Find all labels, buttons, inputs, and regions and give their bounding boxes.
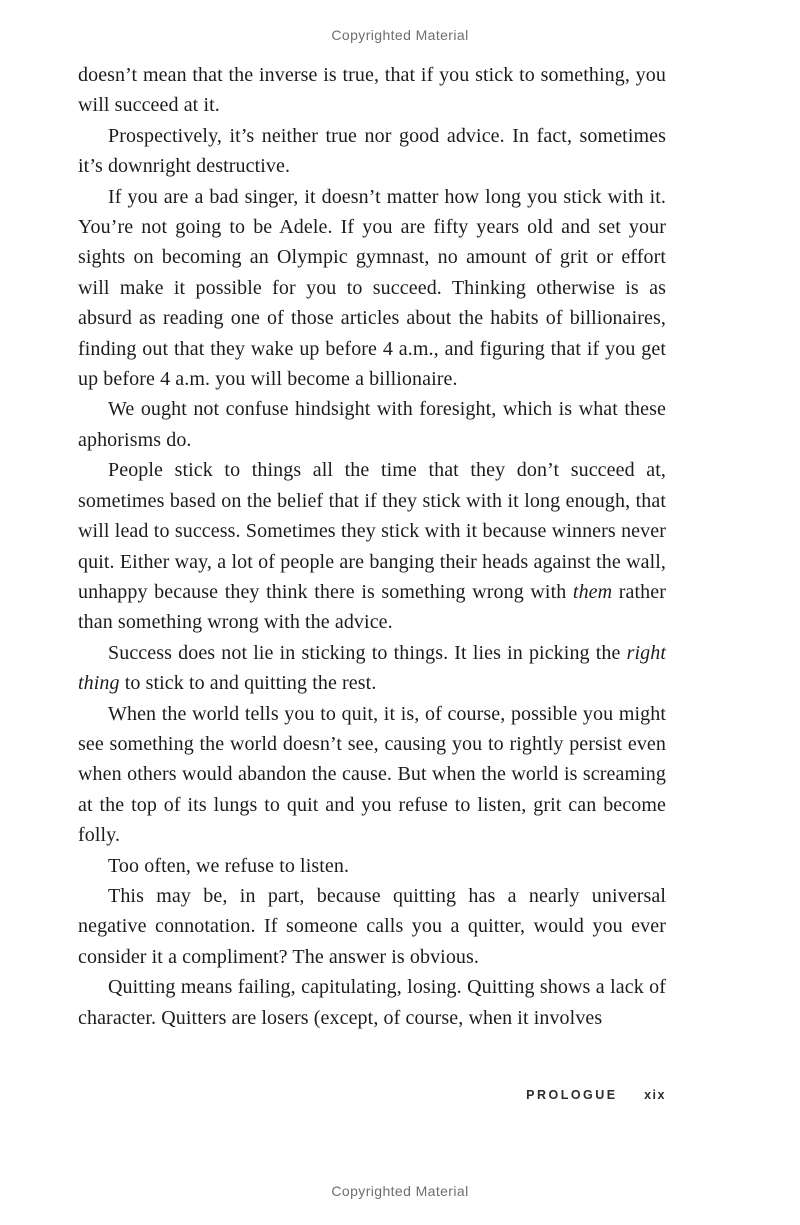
paragraph <box>78 394 666 455</box>
paragraph <box>78 60 666 121</box>
body-text: Quitting means failing, capitulating, losing. Quitting shows a lack of character. Quitters are losers (except, of course, when it involves <box>78 976 666 1029</box>
body-text: doesn’t mean that the inverse is true, that if you stick to something, you will succeed at it. <box>78 64 666 117</box>
paragraph <box>78 182 666 395</box>
body-text: If you are a bad singer, it doesn’t matter how long you stick with it. You’re not going to be Adele. If you are fifty years old and set your sights on becoming an Olympic gymnast, no amount of grit or effort will make it possible for you to succeed. Thinking otherwise is as absurd as reading one of those articles about the habits of billionaires, finding out that they wake up before 4 a.m., and figuring that if you get up before 4 a.m. you will become a billionaire. <box>78 185 666 391</box>
body-text: rather than something wrong with the advice. <box>78 580 666 634</box>
body-text: Too often, we refuse to listen. <box>108 854 350 877</box>
paragraph <box>78 455 666 637</box>
body-text: When the world tells you to quit, it is, of course, possible you might see something the world doesn’t see, causing you to rightly persist even when others would abandon the cause. But when the world is screaming at the top of its lungs to quit and you refuse to listen, grit can become folly. <box>78 702 666 847</box>
paragraph <box>78 699 666 851</box>
body-text: People stick to things all the time that they don’t succeed at, sometimes based on the belief that if they stick with it long enough, that will lead to success. Sometimes they stick with it because winners never quit. Either way, a lot of people are banging their heads against the wall, unhappy because they think there is something wrong with <box>78 459 666 603</box>
emphasized-text: them <box>572 580 613 603</box>
paragraph <box>78 851 666 881</box>
body-text: We ought not confuse hindsight with foresight, which is what these aphorisms do. <box>78 398 666 451</box>
running-footer <box>78 1086 666 1104</box>
paragraph <box>78 881 666 972</box>
copyright-notice-top: Copyrighted Material <box>331 27 469 43</box>
paragraph <box>78 972 666 1033</box>
emphasized-text: right thing <box>78 641 666 695</box>
footer-section-label: PROLOGUE <box>526 1088 618 1102</box>
body-text: Prospectively, it’s neither true nor good advice. In fact, sometimes it’s downright destructive. <box>78 124 666 178</box>
body-text: This may be, in part, because quitting has a nearly universal negative connotation. If someone calls you a quitter, would you ever consider it a compliment? The answer is obvious. <box>78 884 666 968</box>
footer-page-number: xix <box>644 1088 666 1102</box>
copyright-notice-bottom: Copyrighted Material <box>331 1183 469 1199</box>
body-text: to stick to and quitting the rest. <box>119 672 377 695</box>
body-text: Success does not lie in sticking to things. It lies in picking the <box>108 641 627 664</box>
paragraph <box>78 121 666 182</box>
page-text <box>78 60 666 1033</box>
paragraph <box>78 638 666 699</box>
